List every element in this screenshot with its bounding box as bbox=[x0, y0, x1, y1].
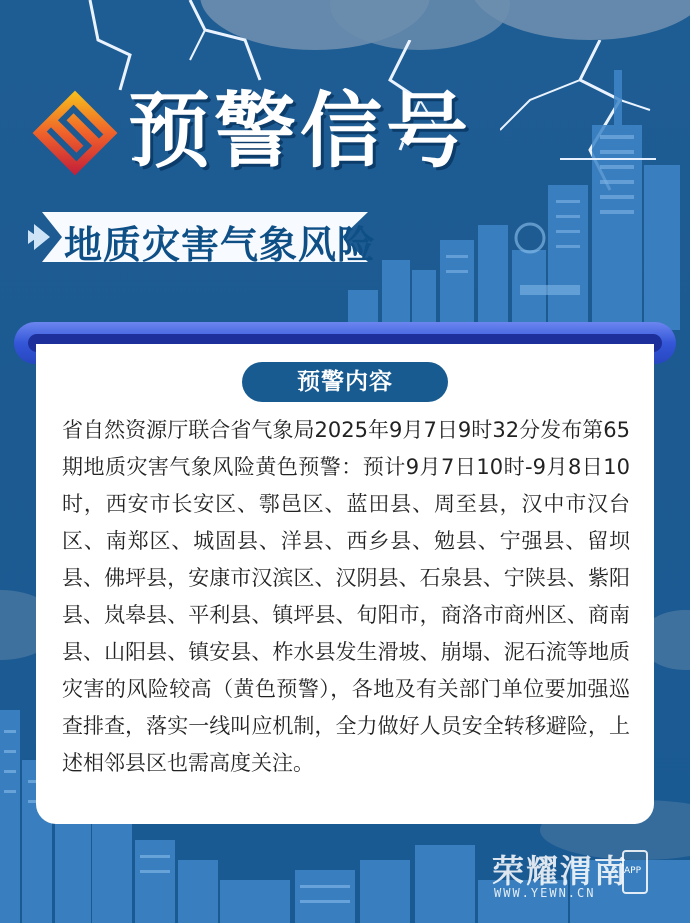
page-subtitle: 地质灾害气象风险 bbox=[64, 223, 377, 267]
brand-watermark: 荣耀渭南 bbox=[492, 852, 629, 890]
notice-body: 省自然资源厅联合省气象局2025年9月7日9时32分发布第65期地质灾害气象风险黄色预警：预计9月7日10时-9月8日10时，西安市长安区、鄠邑区、蓝田县、周至县，汉中市汉台区、南郑区、城固县、洋县、西乡县、勉县、宁强县、留坝县、佛坪县，安康市汉滨区、汉阴县、石泉县、宁陕县、紫阳县、岚皋县、平利县、镇坪县、旬阳市，商洛市商州区、商南县、山阳县、镇安县、柞水县发生滑坡、崩塌、泥石流等地质灾害的风险较高（黄色预警），各地及有关部门单位要加强巡查排查，落实一线叫应机制，全力做好人员安全转移避险，上述相邻县区也需高度关注。 bbox=[62, 418, 630, 775]
logo-icon bbox=[30, 88, 120, 178]
brand-url: WWW.YEWN.CN bbox=[494, 886, 596, 900]
page-title: 预警信号 bbox=[128, 84, 473, 179]
app-label: APP bbox=[624, 866, 642, 876]
notice-label: 预警内容 bbox=[242, 362, 448, 402]
title-underline bbox=[560, 158, 656, 160]
